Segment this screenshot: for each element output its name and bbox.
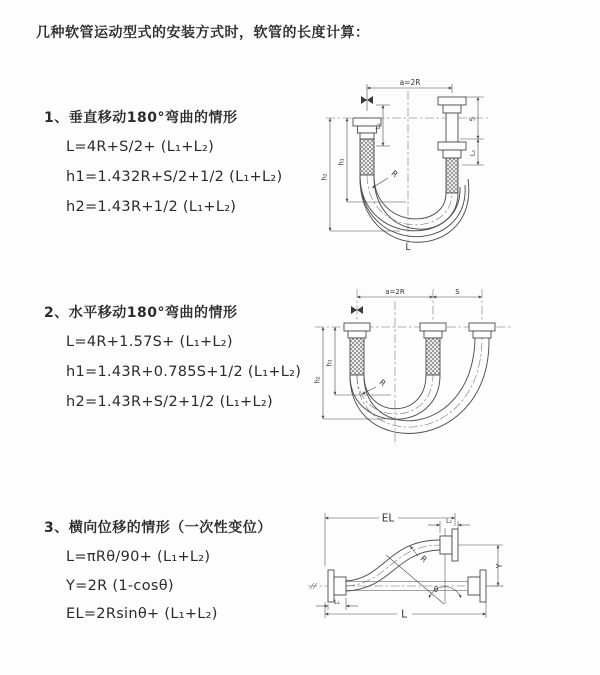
s-curve-hose xyxy=(346,540,440,591)
left-fitting xyxy=(344,323,370,375)
section-3-heading: 3、横向位移的情形（一次性变位） xyxy=(44,520,272,536)
diagram-horizontal-180-bend xyxy=(305,283,600,468)
braided-hose-section xyxy=(426,338,440,375)
diagram-vertical-180-bend xyxy=(310,75,600,255)
dim-a2r xyxy=(361,78,452,111)
upper-right-flange xyxy=(440,529,458,561)
length-label: L xyxy=(405,242,411,253)
dim-label-l: L xyxy=(401,608,407,621)
dim-label-l1: L₁ xyxy=(334,599,340,606)
dim-label-s: S xyxy=(468,116,477,122)
radius-note xyxy=(372,169,400,188)
diagram-lateral-displacement xyxy=(300,500,600,630)
dim-label-s: S xyxy=(455,288,460,296)
dim-a2r xyxy=(351,288,433,314)
section-1-formula-l: L=4R+S/2+ (L₁+L₂) xyxy=(66,139,215,155)
radius-label: R xyxy=(377,377,388,389)
radius-label: R xyxy=(389,168,400,180)
section-3-formula-y: Y=2R (1-cosθ) xyxy=(66,578,174,594)
section-1-formula-h1: h1=1.432R+S/2+1/2 (L₁+L₂) xyxy=(66,169,283,185)
dim-label-l2: L₂ xyxy=(446,518,452,525)
radius-note xyxy=(410,546,429,565)
dim-l1 xyxy=(316,598,358,610)
radius-label: R xyxy=(418,553,429,565)
dim-label-h2: h₂ xyxy=(320,173,329,181)
section-2-heading: 2、水平移动180°弯曲的情形 xyxy=(44,305,238,321)
dim-label-h1: h₁ xyxy=(337,158,346,166)
right-fitting xyxy=(469,323,495,338)
section-1-formula-h2: h2=1.43R+1/2 (L₁+L₂) xyxy=(66,199,237,215)
dim-l1 xyxy=(374,105,390,146)
dim-label-h2: h₂ xyxy=(313,376,322,384)
dim-s xyxy=(433,288,482,297)
dim-label-el: EL xyxy=(381,512,395,525)
dim-label-y: Y xyxy=(495,563,504,569)
section-2-formula-h2: h2=1.43R+S/2+1/2 (L₁+L₂) xyxy=(66,394,273,410)
section-2-formula-l: L=4R+1.57S+ (L₁+L₂) xyxy=(66,334,233,350)
section-3-formula-el: EL=2Rsinθ+ (L₁+L₂) xyxy=(66,606,218,622)
section-1-heading: 1、垂直移动180°弯曲的情形 xyxy=(44,110,238,126)
section-3-formula-l: L=πRθ/90+ (L₁+L₂) xyxy=(66,549,211,565)
left-flange xyxy=(328,570,346,602)
dim-h2 xyxy=(314,327,386,419)
dim-label-l1: L₁ xyxy=(374,122,382,130)
dim-label-h1: h₁ xyxy=(325,359,334,367)
braided-hose-section xyxy=(350,338,364,375)
braided-hose-section xyxy=(446,158,458,193)
dim-l xyxy=(325,602,486,621)
dim-l2 xyxy=(428,518,470,533)
dim-label-a2r: a=2R xyxy=(399,78,421,87)
centerlines xyxy=(326,91,488,243)
dim-label-a2r: a=2R xyxy=(385,288,405,296)
page-title: 几种软管运动型式的安装方式时，软管的长度计算： xyxy=(36,25,370,41)
lower-right-flange xyxy=(468,570,486,602)
centerlines xyxy=(315,289,513,445)
right-fitting xyxy=(438,97,466,193)
middle-fitting xyxy=(420,323,446,375)
angle-theta-label: θ xyxy=(433,585,439,594)
dim-label-l2: L₂ xyxy=(468,149,477,157)
section-2-formula-h1: h1=1.43R+0.785S+1/2 (L₁+L₂) xyxy=(66,364,302,380)
braided-hose-section xyxy=(360,139,374,175)
